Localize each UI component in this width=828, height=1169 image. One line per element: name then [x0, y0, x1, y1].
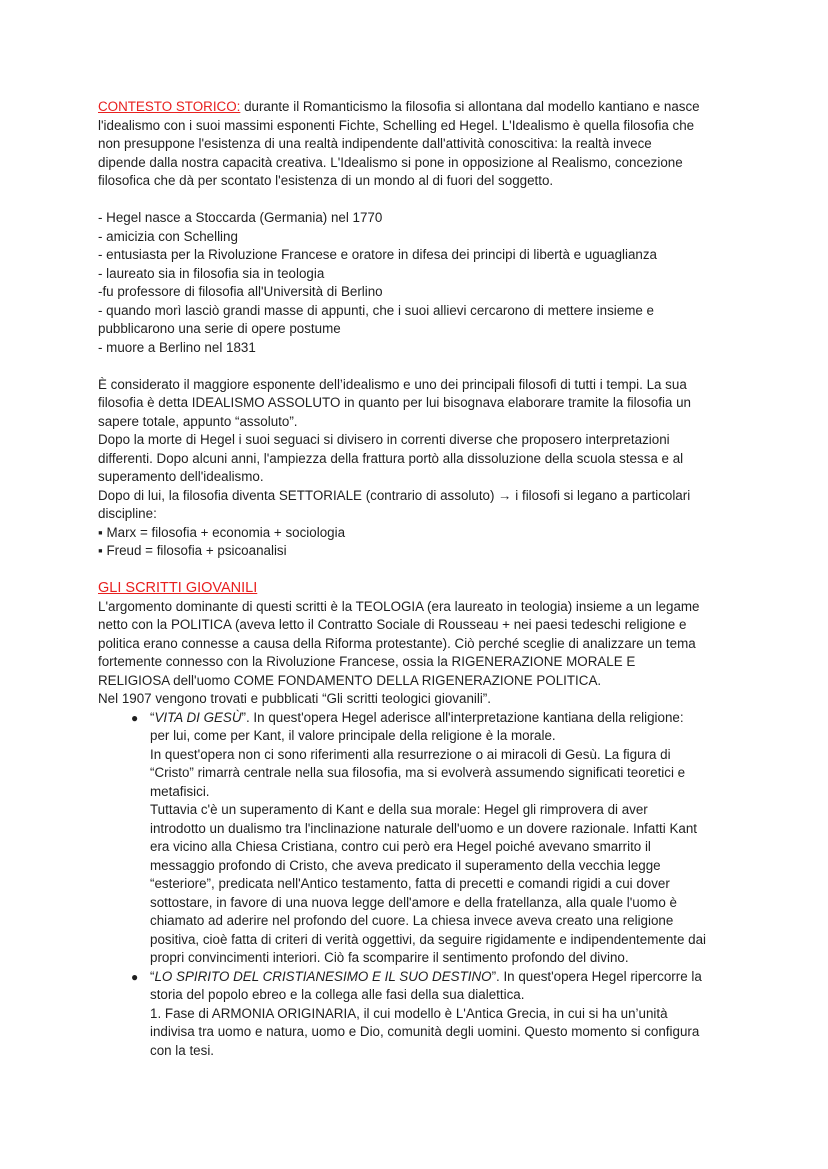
text-line: [98, 505, 738, 524]
text-line: [98, 912, 738, 931]
text-line: [98, 616, 738, 635]
document-page: [98, 98, 738, 1060]
text-line: [98, 98, 738, 117]
text-line: [98, 283, 738, 302]
text-segment: 1. Fase di ARMONIA ORIGINARIA, il cui modello è L'Antica Grecia, in cui si ha un’unità: [150, 1005, 668, 1021]
blank-line: [98, 357, 738, 376]
text-line: [98, 172, 738, 191]
text-line: [98, 487, 738, 506]
text-segment: dipende dalla nostra capacità creativa. L'Idealismo si pone in opposizione al Realismo, concezione: [98, 154, 683, 170]
text-segment: durante il Romanticismo la filosofia si allontana dal modello kantiano e nasce: [240, 99, 700, 114]
text-line: [98, 968, 738, 987]
section-heading: [98, 579, 738, 598]
text-segment: L'argomento dominante di questi scritti è la TEOLOGIA (era laureato in teologia) insieme a un legame: [98, 598, 700, 614]
text-segment: RELIGIOSA dell'uomo COME FONDAMENTO DELLA RIGENERAZIONE POLITICA.: [98, 672, 602, 688]
red-heading-text: GLI SCRITTI GIOVANILI: [98, 580, 258, 596]
text-segment: l'idealismo con i suoi massimi esponenti Fichte, Schelling ed Hegel. L'Idealismo è quella filosofia che: [98, 117, 695, 133]
text-line: [98, 135, 738, 154]
text-segment: netto con la POLITICA (aveva letto il Contratto Sociale di Rousseau + nei paesi tedeschi religione e: [98, 617, 687, 632]
text-segment: sapere totale, appunto “assoluto”.: [98, 413, 298, 429]
text-segment: In quest'opera non ci sono riferimenti alla resurrezione o ai miracoli di Gesù. La figura di: [150, 746, 671, 762]
text-segment: - quando morì lasciò grandi masse di appunti, che i suoi allievi cercarono di mettere insieme e: [98, 302, 654, 318]
text-line: [98, 413, 738, 432]
text-line: [98, 302, 738, 321]
text-segment: metafisici.: [150, 783, 210, 799]
text-line: [98, 857, 738, 876]
text-segment: ”. In quest'opera Hegel aderisce all'interpretazione kantiana della religione:: [241, 709, 684, 725]
blank-line: [98, 191, 738, 210]
blank-line: [98, 561, 738, 580]
text-segment: con la tesi.: [150, 1042, 215, 1058]
text-segment: “: [150, 709, 155, 725]
text-segment: era vicino alla Chiesa Cristiana, contro cui però era Hegel poiché avevano smarrito il: [150, 839, 651, 854]
text-segment: indivisa tra uomo e natura, uomo e Dio, comunità degli uomini. Questo momento si configura: [150, 1024, 700, 1039]
text-line: [98, 394, 738, 413]
text-line: [98, 727, 738, 746]
text-segment: filosofica che dà per scontato l'esistenza di un mondo al di fuori del soggetto.: [98, 173, 554, 188]
text-line: [98, 635, 738, 654]
italic-title: VITA DI GESÙ: [154, 709, 242, 725]
text-line: [98, 209, 738, 228]
text-line: [98, 820, 738, 839]
text-line: [98, 801, 738, 820]
text-segment: differenti. Dopo alcuni anni, l'ampiezza della frattura portò alla dissoluzione della scuola stessa e al: [98, 450, 684, 466]
text-line: [98, 468, 738, 487]
text-segment: - muore a Berlino nel 1831: [98, 339, 256, 355]
text-line: [98, 524, 738, 543]
red-heading-text: CONTESTO STORICO:: [98, 99, 241, 114]
text-line: [98, 931, 738, 950]
text-segment: chiamato ad aderire nel profondo del cuore. La chiesa invece aveva creato una religione: [150, 913, 674, 928]
italic-title: LO SPIRITO DEL CRISTIANESIMO E IL SUO DESTINO: [154, 968, 492, 984]
text-segment: non presuppone l'esistenza di una realtà indipendente dall'attività conoscitiva: la realtà invece: [98, 136, 652, 151]
text-line: [98, 450, 738, 469]
text-segment: - entusiasta per la Rivoluzione Francese e oratore in difesa dei principi di libertà e uguaglianza: [98, 247, 658, 262]
text-line: [98, 1042, 738, 1061]
text-segment: Nel 1907 vengono trovati e pubblicati “Gli scritti teologici giovanili”.: [98, 691, 491, 706]
text-line: [98, 431, 738, 450]
bullet-icon: ●: [131, 710, 139, 725]
text-line: [98, 949, 738, 968]
text-segment: fortemente connesso con la Rivoluzione Francese, ossia la RIGENERAZIONE MORALE E: [98, 654, 636, 669]
text-segment: “esteriore”, predicata nell'Antico testamento, fatta di precetti e comandi rigidi a cui dover: [150, 876, 670, 891]
text-line: [98, 1023, 738, 1042]
text-line: [98, 838, 738, 857]
bullet-icon: ●: [131, 969, 139, 984]
text-line: [98, 339, 738, 358]
text-segment: “Cristo” rimarrà centrale nella sua filosofia, ma si evolverà assumendo significati teoretici e: [150, 765, 686, 780]
text-segment: per lui, come per Kant, il valore principale della religione è la morale.: [150, 728, 556, 743]
text-line: [98, 783, 738, 802]
text-line: [98, 542, 738, 561]
text-segment: -fu professore di filosofia all'Università di Berlino: [98, 284, 383, 299]
text-segment: messaggio profondo di Cristo, che aveva predicato il superamento della vecchia legge: [150, 857, 661, 873]
text-segment: propri convincimenti interiori. Ciò fa scomparire il sentimento profondo del divino.: [150, 950, 629, 965]
text-line: [98, 598, 738, 617]
text-line: [98, 320, 738, 339]
text-line: [98, 117, 738, 136]
text-line: [98, 1005, 738, 1024]
text-line: [98, 986, 738, 1005]
text-segment: ”. In quest'opera Hegel ripercorre la: [491, 968, 702, 984]
text-line: [98, 875, 738, 894]
text-segment: filosofia è detta IDEALISMO ASSOLUTO in quanto per lui bisognava elaborare tramite la filosofia un: [98, 395, 691, 410]
text-line: [98, 746, 738, 765]
text-segment: ▪ Freud = filosofia + psicoanalisi: [98, 543, 287, 558]
text-segment: positiva, cioè fatta di criteri di verità oggettivi, da seguire rigidamente e indipendentemente dai: [150, 931, 707, 947]
text-line: [98, 709, 738, 728]
text-segment: Tuttavia c'è un superamento di Kant e della sua morale: Hegel gli rimprovera di aver: [150, 802, 648, 817]
text-segment: Dopo la morte di Hegel i suoi seguaci si divisero in correnti diverse che proposero interpretazioni: [98, 432, 670, 447]
text-segment: introdotto un dualismo tra l'inclinazione naturale dell'uomo e un dovere razionale. Infatti Kant: [150, 820, 698, 836]
text-line: [98, 672, 738, 691]
text-segment: - Hegel nasce a Stoccarda (Germania) nel 1770: [98, 210, 383, 225]
text-segment: “: [150, 968, 155, 984]
text-segment: politica erano connesse a causa della Riforma protestante). Ciò perché sceglie di analizzare un tema: [98, 635, 696, 651]
text-line: [98, 228, 738, 247]
text-line: [98, 376, 738, 395]
text-line: [98, 764, 738, 783]
text-segment: sottostare, in favore di una nuova legge dell'amore e della fratellanza, alla quale l'uomo è: [150, 894, 677, 910]
text-segment: ▪ Marx = filosofia + economia + sociologia: [98, 524, 346, 540]
text-segment: - amicizia con Schelling: [98, 228, 238, 244]
text-line: [98, 690, 738, 709]
text-segment: Dopo di lui, la filosofia diventa SETTORIALE (contrario di assoluto) → i filosofi si legano a particolari: [98, 487, 691, 503]
text-line: [98, 894, 738, 913]
text-segment: pubblicarono una serie di opere postume: [98, 321, 341, 336]
text-line: [98, 653, 738, 672]
text-segment: storia del popolo ebreo e la collega alle fasi della sua dialettica.: [150, 987, 525, 1002]
text-segment: - laureato sia in filosofia sia in teologia: [98, 265, 325, 281]
text-line: [98, 265, 738, 284]
text-line: [98, 154, 738, 173]
text-segment: discipline:: [98, 506, 157, 521]
text-segment: È considerato il maggiore esponente dell’idealismo e uno dei principali filosofi di tutti i tempi. La sua: [98, 376, 687, 392]
text-segment: superamento dell'idealismo.: [98, 469, 264, 484]
text-line: [98, 246, 738, 265]
